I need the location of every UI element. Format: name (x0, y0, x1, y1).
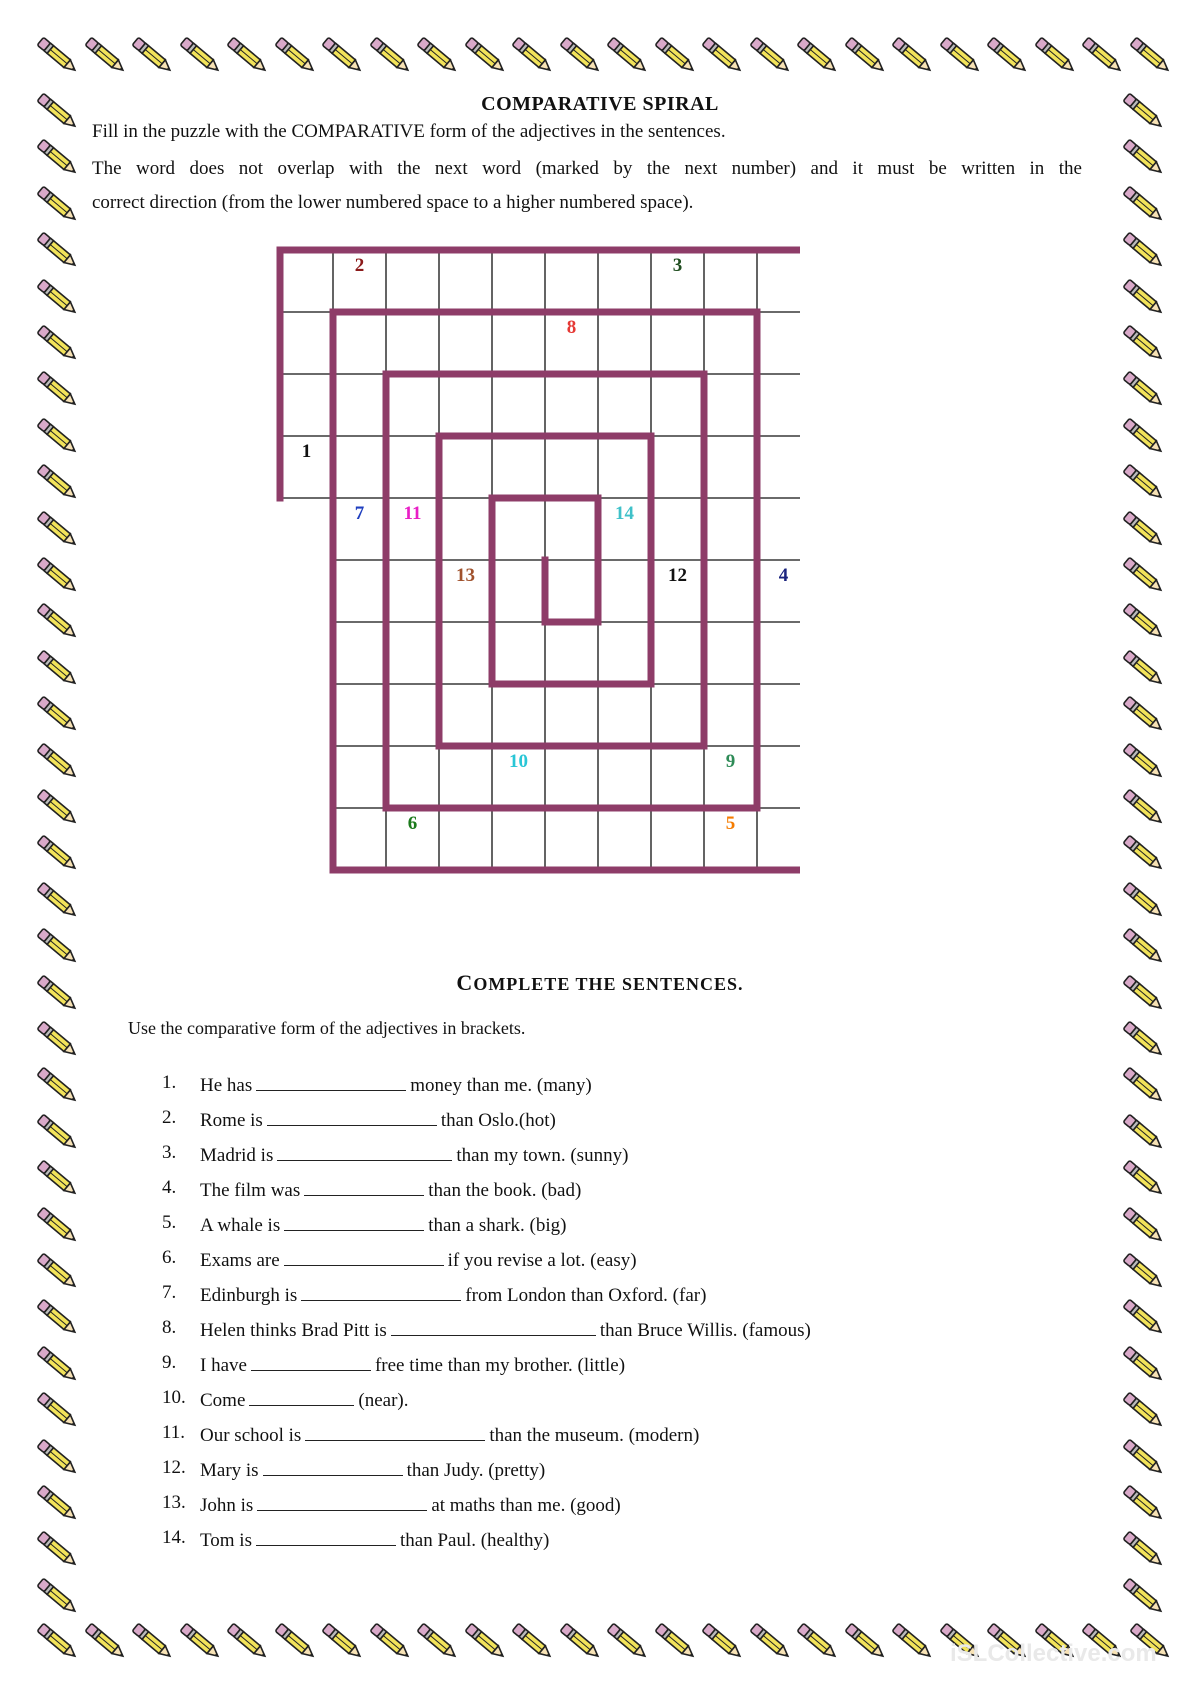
answer-blank[interactable] (301, 1282, 461, 1301)
sentence-number: 14. (162, 1527, 186, 1548)
sentence-text (200, 1527, 549, 1552)
clue-number-2: 2 (354, 255, 365, 276)
clue-number-5: 5 (725, 813, 736, 834)
clue-number-3: 3 (672, 255, 683, 276)
sentence-number: 4. (162, 1177, 177, 1198)
sentence-number: 10. (162, 1387, 186, 1408)
sentence-number: 9. (162, 1352, 177, 1373)
sentence-end: from London than Oxford. (far) (465, 1285, 707, 1306)
sentence-end: than Oslo.(hot) (440, 1110, 556, 1131)
section-heading (0, 970, 1200, 996)
answer-blank[interactable] (304, 1177, 424, 1196)
sentence-text (200, 1142, 628, 1167)
answer-blank[interactable] (256, 1527, 396, 1546)
sentence-start: John is (200, 1495, 254, 1516)
sentence-start: A whale is (200, 1215, 281, 1236)
sentence-text (200, 1282, 706, 1307)
sentence-text (200, 1457, 545, 1482)
sentence-number: 12. (162, 1457, 186, 1478)
sentence-number: 11. (162, 1422, 186, 1443)
sentence-start: Our school is (200, 1425, 302, 1446)
sentence-text (200, 1422, 699, 1447)
sentence-end: free time than my brother. (little) (374, 1355, 626, 1376)
clue-number-14: 14 (615, 503, 634, 524)
sentence-text (200, 1072, 592, 1097)
sentence-end: than Bruce Willis. (famous) (599, 1320, 811, 1341)
clue-number-1: 1 (301, 441, 312, 462)
answer-blank[interactable] (257, 1492, 427, 1511)
watermark: iSLCollective.com (950, 1640, 1157, 1667)
sentence-start: Mary is (200, 1460, 259, 1481)
sentence-end: money than me. (many) (410, 1075, 592, 1096)
instruction-line-3: correct direction (from the lower numbered space to a higher numbered space). (92, 192, 694, 213)
clue-number-8: 8 (566, 317, 577, 338)
instruction-line-2: The word does not overlap with the next word (marked by the next number) and it must be written in the (92, 158, 1082, 179)
pencil-icon (1123, 28, 1179, 84)
sentence-end: at maths than me. (good) (431, 1495, 621, 1516)
clue-number-12: 12 (668, 565, 687, 586)
page-title: COMPARATIVE SPIRAL (481, 93, 719, 115)
pencil-border-right (1116, 84, 1172, 1614)
sentence-text (200, 1247, 637, 1272)
sentence-end: than the museum. (modern) (489, 1425, 700, 1446)
sentence-start: I have (200, 1355, 247, 1376)
sentence-number: 7. (162, 1282, 177, 1303)
sentence-number: 1. (162, 1072, 177, 1093)
sentence-start: Helen thinks Brad Pitt is (200, 1320, 387, 1341)
clue-number-9: 9 (725, 751, 736, 772)
answer-blank[interactable] (263, 1457, 403, 1476)
sentence-text (200, 1352, 625, 1377)
answer-blank[interactable] (305, 1422, 485, 1441)
sentence-end: than my town. (sunny) (456, 1145, 629, 1166)
sentence-number: 6. (162, 1247, 177, 1268)
exercise-instruction: Use the comparative form of the adjectives in brackets. (128, 1018, 526, 1038)
spiral-grid (200, 180, 800, 880)
sentence-number: 2. (162, 1107, 177, 1128)
answer-blank[interactable] (391, 1317, 596, 1336)
spiral-puzzle (200, 180, 800, 880)
sentence-number: 3. (162, 1142, 177, 1163)
sentence-end: than a shark. (big) (428, 1215, 567, 1236)
sentence-start: Rome is (200, 1110, 263, 1131)
sentence-start: The film was (200, 1180, 301, 1201)
sentence-text (200, 1177, 581, 1202)
sentence-text (200, 1387, 409, 1412)
clue-number-13: 13 (456, 565, 475, 586)
clue-number-6: 6 (407, 813, 418, 834)
sentence-end: than Paul. (healthy) (399, 1530, 550, 1551)
sentence-end: than the book. (bad) (428, 1180, 582, 1201)
sentence-text (200, 1212, 566, 1237)
clue-number-7: 7 (354, 503, 365, 524)
sentence-number: 13. (162, 1492, 186, 1513)
clue-number-10: 10 (509, 751, 528, 772)
sentence-text (200, 1317, 811, 1342)
sentence-text (200, 1492, 621, 1517)
answer-blank[interactable] (256, 1072, 406, 1091)
sentence-end: if you revise a lot. (easy) (447, 1250, 637, 1271)
section-heading-rest: OMPLETE THE SENTENCES. (473, 974, 744, 994)
sentence-start: Exams are (200, 1250, 280, 1271)
sentence-start: Come (200, 1390, 246, 1411)
answer-blank[interactable] (284, 1212, 424, 1231)
sentence-start: Edinburgh is (200, 1285, 298, 1306)
answer-blank[interactable] (284, 1247, 444, 1266)
sentence-end: than Judy. (pretty) (406, 1460, 546, 1481)
sentence-start: Madrid is (200, 1145, 274, 1166)
sentence-start: Tom is (200, 1530, 252, 1551)
sentence-start: He has (200, 1075, 253, 1096)
sentence-number: 8. (162, 1317, 177, 1338)
answer-blank[interactable] (251, 1352, 371, 1371)
sentence-end: (near). (358, 1390, 409, 1411)
pencil-border-top (30, 28, 1170, 84)
answer-blank[interactable] (249, 1387, 354, 1406)
instruction-line-1: Fill in the puzzle with the COMPARATIVE form of the adjectives in the sentences. (92, 121, 726, 142)
pencil-border-left (30, 84, 86, 1614)
answer-blank[interactable] (267, 1107, 437, 1126)
sentence-text (200, 1107, 556, 1132)
clue-number-4: 4 (778, 565, 789, 586)
answer-blank[interactable] (277, 1142, 452, 1161)
clue-number-11: 11 (403, 503, 422, 524)
section-heading-first: C (456, 970, 474, 995)
sentence-number: 5. (162, 1212, 177, 1233)
